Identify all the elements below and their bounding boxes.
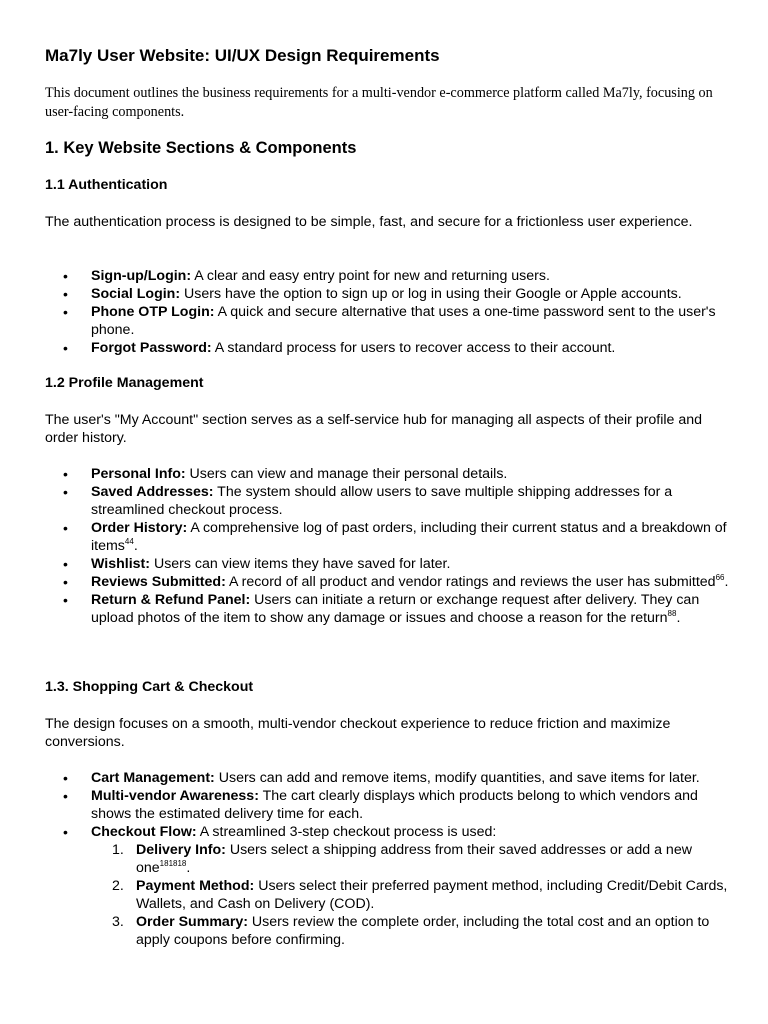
cart-description: The design focuses on a smooth, multi-vendor checkout experience to reduce friction and maximize conversions. <box>45 716 671 750</box>
item-label: Personal Info: <box>91 466 186 482</box>
checkout-steps <box>91 841 735 949</box>
item-text: The system should allow users to save multiple shipping addresses for a streamlined checkout process. <box>91 484 673 518</box>
profile-description: The user's "My Account" section serves as a self-service hub for managing all aspects of their profile and order history. <box>45 412 703 446</box>
list-item <box>45 787 735 823</box>
footnote-ref: 44 <box>124 537 134 546</box>
step-text: Users select a shipping address from their saved addresses or add a new one <box>136 842 692 876</box>
item-text: Users can add and remove items, modify quantities, and save items for later. <box>214 770 700 786</box>
item-text: Users have the option to sign up or log in using their Google or Apple accounts. <box>180 286 682 302</box>
list-item <box>45 555 735 573</box>
list-item <box>45 267 735 285</box>
footnote-ref: 66 <box>715 573 725 582</box>
profile-heading: 1.2 Profile Management <box>45 375 204 391</box>
item-label: Social Login: <box>91 286 181 302</box>
checkout-step <box>91 913 735 949</box>
list-item <box>45 519 735 555</box>
item-label: Return & Refund Panel: <box>91 592 251 608</box>
step-text: Users select their preferred payment method, including Credit/Debit Cards, Wallets, and Cash on Delivery (COD). <box>136 878 728 912</box>
list-item <box>45 285 735 303</box>
item-text: A record of all product and vendor ratings and reviews the user has submitted <box>225 574 716 590</box>
item-text: Users can initiate a return or exchange request after delivery. They can upload photos of the item to show any damage or issues and choose a reason for the return <box>91 592 700 626</box>
item-tail: . <box>133 538 138 554</box>
list-item <box>45 339 735 357</box>
item-text: A streamlined 3-step checkout process is used: <box>196 824 497 840</box>
item-label: Sign-up/Login: <box>91 268 192 284</box>
step-text: Users review the complete order, including the total cost and an option to apply coupons before confirming. <box>136 914 710 948</box>
profile-list <box>45 465 735 627</box>
item-tail: . <box>676 610 681 626</box>
list-item <box>45 465 735 483</box>
item-label: Phone OTP Login: <box>91 304 215 320</box>
document-title: Ma7ly User Website: UI/UX Design Requirements <box>45 46 440 65</box>
item-text: A clear and easy entry point for new and returning users. <box>191 268 550 284</box>
list-item <box>45 591 735 627</box>
list-item <box>45 573 735 591</box>
item-text: The cart clearly displays which products belong to which vendors and shows the estimated delivery time for each. <box>91 788 698 822</box>
section-heading-key-sections: 1. Key Website Sections & Components <box>45 139 357 157</box>
step-tail: . <box>186 860 191 876</box>
item-tail: . <box>724 574 729 590</box>
step-number: 2. <box>112 878 124 894</box>
step-number: 1. <box>112 842 124 858</box>
list-item <box>45 823 735 949</box>
list-item <box>45 769 735 787</box>
step-label: Payment Method: <box>136 878 255 894</box>
item-text: Users can view and manage their personal details. <box>185 466 508 482</box>
item-label: Reviews Submitted: <box>91 574 226 590</box>
list-item <box>45 483 735 519</box>
item-text: Users can view items they have saved for later. <box>150 556 451 572</box>
cart-heading: 1.3. Shopping Cart & Checkout <box>45 679 254 695</box>
checkout-step <box>91 841 735 877</box>
auth-description: The authentication process is designed to be simple, fast, and secure for a frictionless user experience. <box>45 214 693 230</box>
list-item <box>45 303 735 339</box>
intro-paragraph: This document outlines the business requirements for a multi-vendor e-commerce platform called Ma7ly, focusing on user-facing components. <box>45 85 713 120</box>
auth-heading: 1.1 Authentication <box>45 177 168 193</box>
item-text: A standard process for users to recover access to their account. <box>211 340 616 356</box>
item-text: A comprehensive log of past orders, including their current status and a breakdown of items <box>91 520 727 554</box>
checkout-step <box>91 877 735 913</box>
item-text: A quick and secure alternative that uses a one-time password sent to the user's phone. <box>91 304 716 338</box>
cart-list <box>45 769 735 949</box>
item-label: Multi-vendor Awareness: <box>91 788 259 804</box>
item-label: Wishlist: <box>91 556 150 572</box>
item-label: Forgot Password: <box>91 340 212 356</box>
step-label: Delivery Info: <box>136 842 226 858</box>
item-label: Order History: <box>91 520 188 536</box>
item-label: Saved Addresses: <box>91 484 214 500</box>
footnote-ref: 181818 <box>159 859 187 868</box>
item-label: Checkout Flow: <box>91 824 197 840</box>
footnote-ref: 88 <box>667 609 677 618</box>
step-label: Order Summary: <box>136 914 248 930</box>
auth-list <box>45 267 735 357</box>
item-label: Cart Management: <box>91 770 215 786</box>
step-number: 3. <box>112 914 124 930</box>
